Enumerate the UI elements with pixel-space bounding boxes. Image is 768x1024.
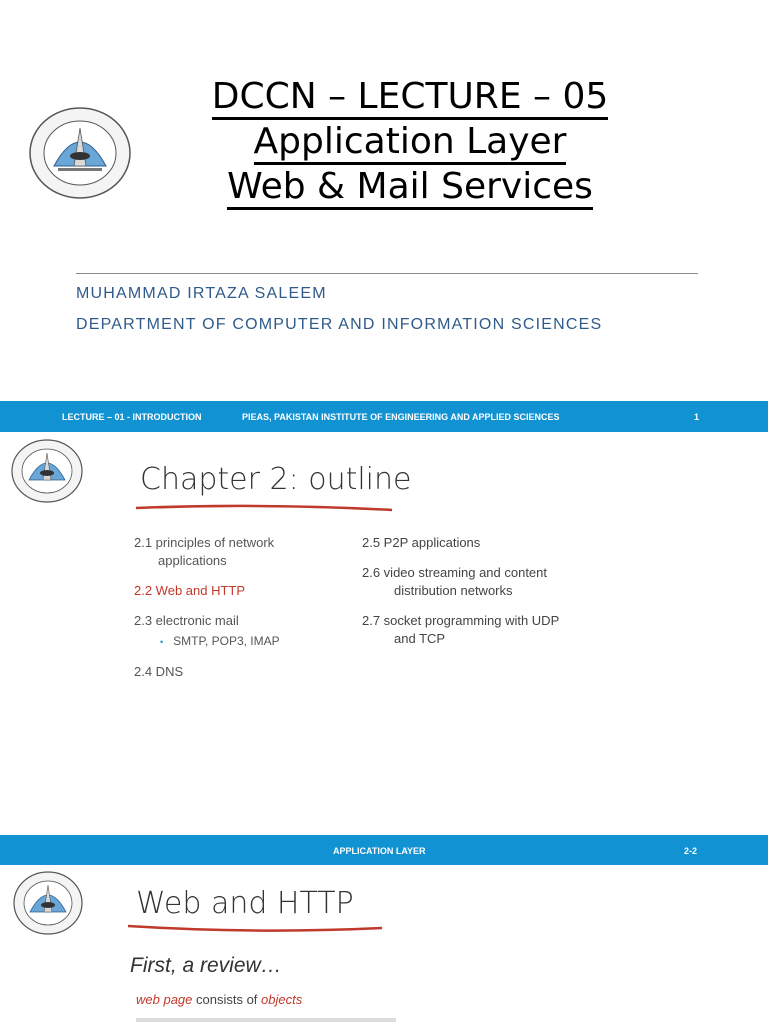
footer-left-text: LECTURE – 01 - INTRODUCTION (62, 412, 202, 422)
body-text: web page consists of objects (136, 992, 303, 1007)
footer-bar (0, 835, 768, 865)
lecture-subtitle-1: Application Layer (254, 122, 567, 165)
divider (76, 273, 698, 274)
outline-slide (0, 432, 768, 856)
pieas-logo-icon (10, 438, 84, 504)
outline-item: 2.6 video streaming and content distribution networks (362, 565, 548, 598)
pieas-logo-icon (12, 870, 84, 936)
title-underline (134, 502, 394, 514)
footer-bar (0, 401, 768, 432)
author-department: DEPARTMENT OF COMPUTER AND INFORMATION SCIENCES (76, 316, 603, 333)
sub-bullet: • SMTP, POP3, IMAP (160, 634, 280, 648)
author-name: MUHAMMAD IRTAZA SALEEM (76, 285, 327, 302)
footer-center-text: APPLICATION LAYER (333, 846, 426, 856)
outline-item: 2.7 socket programming with UDP and TCP (362, 613, 560, 646)
footer-page-number: 1 (694, 412, 700, 422)
outline-item: 2.4 DNS (134, 664, 184, 679)
footer-center-text: PIEAS, PAKISTAN INSTITUTE OF ENGINEERING AND APPLIED SCIENCES (242, 412, 560, 422)
cutoff-text (136, 1018, 396, 1022)
lecture-title: DCCN – LECTURE – 05 (212, 77, 609, 120)
outline-item: 2.5 P2P applications (362, 535, 481, 550)
outline-right-column (362, 534, 622, 660)
outline-item: 2.3 electronic mail • SMTP, POP3, IMAP (134, 612, 349, 651)
outline-item: 2.1 principles of network applications (134, 535, 275, 568)
slide-title: Web and HTTP (136, 886, 354, 921)
slide-title: Chapter 2: outline (140, 462, 412, 497)
review-heading: First, a review… (130, 954, 282, 977)
outline-left-column (134, 534, 349, 693)
lecture-subtitle-2: Web & Mail Services (227, 167, 593, 210)
pieas-logo-icon (28, 106, 132, 200)
title-underline (126, 922, 386, 934)
footer-page-number: 2-2 (684, 846, 698, 856)
outline-item-active: 2.2 Web and HTTP (134, 583, 246, 598)
web-http-slide (0, 866, 768, 1024)
title-slide (0, 0, 768, 422)
bullet-icon: • (160, 637, 164, 647)
title-block (140, 75, 680, 210)
